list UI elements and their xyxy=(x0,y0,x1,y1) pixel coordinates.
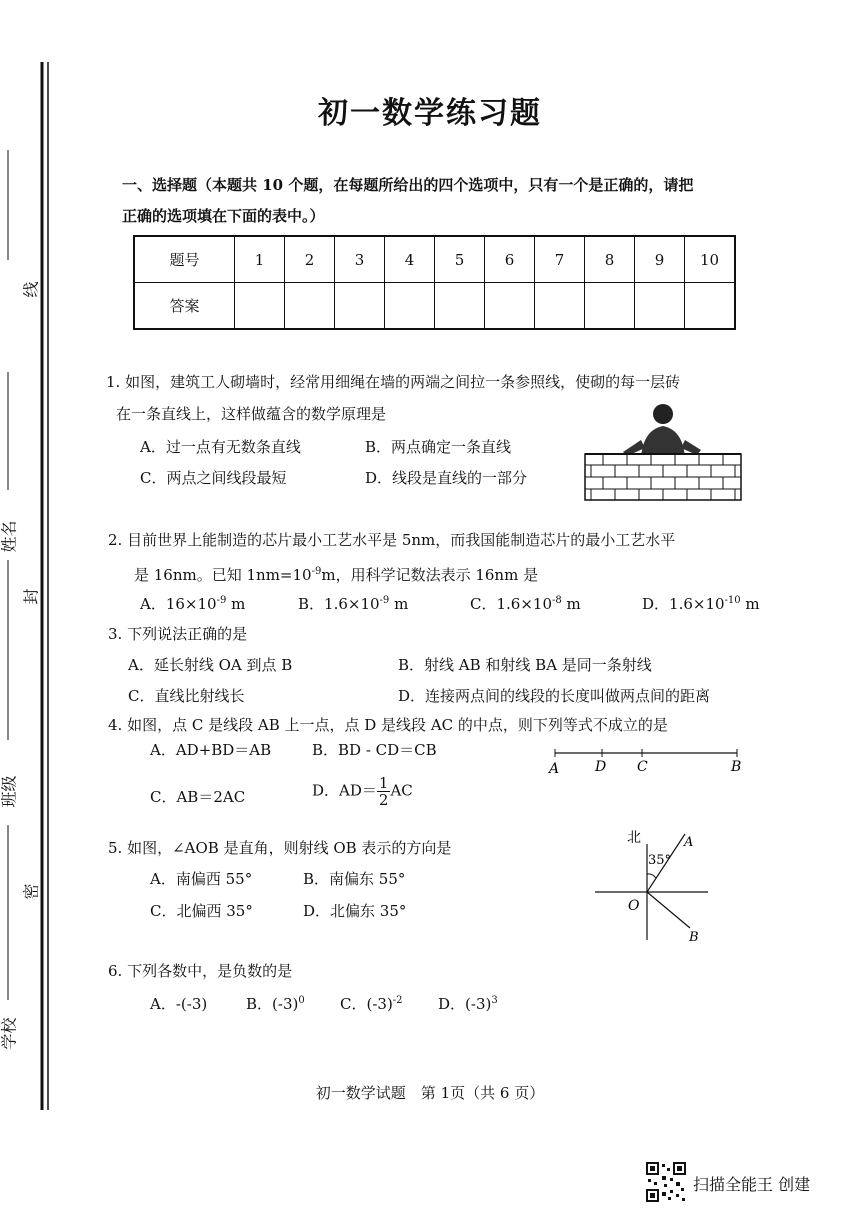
binding-xian: 线 xyxy=(21,281,41,298)
answer-cell[interactable] xyxy=(385,283,435,330)
point-a-label: A xyxy=(684,835,694,850)
page-footer: 初一数学试题 第 1页（共 6 页） xyxy=(315,1084,545,1102)
number-cell: 1 xyxy=(235,236,285,283)
q4-option-c: C．AB＝2AC xyxy=(150,788,246,806)
number-cell: 2 xyxy=(285,236,335,283)
q2-option-d: D．$1.6\times 10^{-10}$ m xyxy=(642,595,760,613)
answer-table-header-row xyxy=(134,236,735,283)
section-line-1: 一、选择题（本题共 10 个题，在每题所给出的四个选项中，只有一个是正确的，请把 xyxy=(122,176,694,194)
q5-stem: 5. 如图，∠AOB 是直角，则射线 OB 表示的方向是 xyxy=(108,839,452,857)
q1-option-c: C．两点之间线段最短 xyxy=(140,469,287,487)
q6-option-b: B．$(-3)^0$ xyxy=(246,995,305,1013)
q3-option-a: A．延长射线 OA 到点 B xyxy=(128,656,293,674)
q2-line2-exp: -9 xyxy=(311,566,322,577)
binding-school-label: 学校 xyxy=(0,1017,19,1050)
page-title: 初一数学练习题 xyxy=(318,96,542,131)
number-cell: 10 xyxy=(685,236,736,283)
answer-cell[interactable] xyxy=(435,283,485,330)
segment-figure xyxy=(545,745,745,777)
answer-cell[interactable] xyxy=(635,283,685,330)
answer-cell[interactable] xyxy=(685,283,736,330)
answer-cell[interactable] xyxy=(585,283,635,330)
point-b-label: B xyxy=(689,930,699,944)
q5-option-b: B．南偏东 55° xyxy=(303,870,406,888)
q4-option-d: D．AD＝ $\frac{1}{2}$ AC xyxy=(312,774,413,809)
number-cell: 6 xyxy=(485,236,535,283)
q2-option-c: C．$1.6\times 10^{-8}$ m xyxy=(470,595,581,613)
q4-stem: 4. 如图，点 C 是线段 AB 上一点，点 D 是线段 AC 的中点，则下列等式不成立的是 xyxy=(108,716,668,734)
scanner-watermark: 扫描全能王 创建 xyxy=(693,1175,811,1194)
qr-code-icon xyxy=(646,1162,686,1202)
number-cell: 3 xyxy=(335,236,385,283)
binding-margin xyxy=(0,0,60,1217)
direction-figure xyxy=(590,822,715,944)
header-label-cell: 题号 xyxy=(134,236,235,283)
point-o-label: O xyxy=(628,898,640,914)
segment-label-c: C xyxy=(637,759,648,775)
segment-label-a: A xyxy=(549,761,560,777)
segment-label-b: B xyxy=(731,759,742,775)
number-cell: 5 xyxy=(435,236,485,283)
number-cell: 9 xyxy=(635,236,685,283)
section-instructions xyxy=(122,170,782,232)
q6-option-d: D．$(-3)^3$ xyxy=(438,995,498,1013)
section-line-2: 正确的选项填在下面的表中。） xyxy=(122,207,325,225)
q2-line2 xyxy=(134,562,538,585)
answer-table xyxy=(133,235,736,330)
binding-mi: 密 xyxy=(21,883,41,900)
q6-option-a: A．-(-3) xyxy=(150,995,208,1013)
q2-option-b: B．$1.6\times 10^{-9}$ m xyxy=(298,595,409,613)
fraction: $\frac{1}{2}$ xyxy=(378,774,389,809)
q6-stem: 6. 下列各数中，是负数的是 xyxy=(108,962,293,980)
answer-cell[interactable] xyxy=(285,283,335,330)
q1-option-a: A．过一点有无数条直线 xyxy=(140,438,301,456)
q2-line2-a: 是 16nm。已知 1nm=10 xyxy=(134,566,312,584)
q2-line1: 2. 目前世界上能制造的芯片最小工艺水平是 5nm，而我国能制造芯片的最小工艺水平 xyxy=(108,531,676,549)
answer-table-answer-row xyxy=(134,283,735,330)
binding-feng: 封 xyxy=(21,588,41,605)
q1-option-b: B．两点确定一条直线 xyxy=(365,438,512,456)
north-label: 北 xyxy=(627,830,641,846)
q5-option-a: A．南偏西 55° xyxy=(150,870,253,888)
q3-option-c: C．直线比射线长 xyxy=(128,687,245,705)
bricklayer-illustration xyxy=(583,400,745,504)
q1-line1: 1. 如图，建筑工人砌墙时，经常用细绳在墙的两端之间拉一条参照线，使砌的每一层砖 xyxy=(106,373,681,391)
answer-cell[interactable] xyxy=(485,283,535,330)
q6-option-c: C．$(-3)^{-2}$ xyxy=(340,995,403,1013)
number-cell: 7 xyxy=(535,236,585,283)
number-cell: 4 xyxy=(385,236,435,283)
answer-cell[interactable] xyxy=(335,283,385,330)
q1-line2: 在一条直线上，这样做蕴含的数学原理是 xyxy=(116,405,387,423)
answer-label-cell: 答案 xyxy=(134,283,235,330)
answer-cell[interactable] xyxy=(535,283,585,330)
q3-option-b: B．射线 AB 和射线 BA 是同一条射线 xyxy=(398,656,652,674)
answer-cell[interactable] xyxy=(235,283,285,330)
binding-class-label: 班级 xyxy=(0,775,19,808)
q2-option-a: A．$16\times 10^{-9}$ m xyxy=(140,595,246,613)
q2-line2-b: m，用科学记数法表示 16nm 是 xyxy=(321,566,539,584)
segment-label-d: D xyxy=(595,759,607,775)
q5-option-d: D．北偏东 35° xyxy=(303,902,407,920)
q3-stem: 3. 下列说法正确的是 xyxy=(108,625,248,643)
q1-option-d: D．线段是直线的一部分 xyxy=(365,469,528,487)
angle-label: 35° xyxy=(648,853,672,868)
q5-option-c: C．北偏西 35° xyxy=(150,902,253,920)
binding-name-label: 姓名 xyxy=(0,520,19,553)
q4-option-b: B．BD - CD＝CB xyxy=(312,741,437,759)
q4-option-a: A．AD+BD＝AB xyxy=(150,741,272,759)
number-cell: 8 xyxy=(585,236,635,283)
q3-option-d: D．连接两点间的线段的长度叫做两点间的距离 xyxy=(398,687,711,705)
